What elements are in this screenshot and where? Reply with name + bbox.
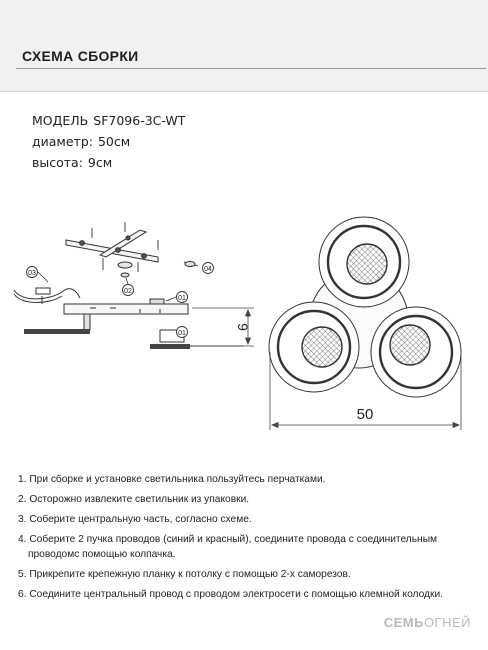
page-title: СХЕМА СБОРКИ [22, 48, 139, 64]
assembly-drawing [0, 195, 488, 450]
ring-right [371, 307, 461, 397]
instruction-list [18, 470, 478, 605]
header-band [0, 0, 488, 92]
model-line [32, 110, 185, 131]
mounting-bracket [66, 230, 158, 262]
diameter-line [32, 131, 185, 152]
height-line [32, 152, 185, 173]
callout-01-bottom [177, 327, 188, 338]
svg-text:04: 04 [204, 266, 212, 273]
wire-bundle [14, 288, 80, 304]
ring-left [269, 302, 359, 392]
model-label: МОДЕЛЬ [32, 113, 89, 128]
callout-04 [203, 263, 214, 274]
spec-block [32, 110, 185, 173]
width-dimension-value: 50 [356, 406, 374, 423]
height-value: 9см [87, 155, 113, 170]
svg-text:01: 01 [178, 330, 186, 337]
instruction-step-5: 5. Прикрепите крепежную планку к потолку с помощью 2-х саморезов. [18, 569, 351, 580]
instruction-step-6: 6. Соедините центральный провод с проводом электросети с помощью клемной колодки. [18, 589, 443, 600]
diameter-value: 50см [97, 134, 131, 149]
height-dimension-value: 9 [235, 323, 251, 331]
svg-text:03: 03 [28, 270, 36, 277]
brand-logo [384, 615, 471, 630]
instruction-step-1: 1. При сборке и установке светильника пользуйтесь перчатками. [18, 474, 326, 485]
top-view [269, 217, 461, 397]
height-label: высота: [32, 155, 83, 170]
instruction-step-2: 2. Осторожно извлеките светильник из упаковки. [18, 494, 250, 505]
svg-text:02: 02 [124, 288, 132, 295]
callout-01-top [166, 292, 188, 303]
header-divider [16, 68, 486, 69]
brand-logo-bold: СЕМЬ [383, 615, 424, 630]
diameter-label: диаметр: [32, 134, 93, 149]
instruction-step-4: 4. Соберите 2 пучка проводов (синий и красный), соединитe провода с соединительным [18, 534, 438, 545]
lamp-body-side [64, 299, 188, 330]
callout-03 [27, 267, 49, 283]
screws [92, 222, 198, 272]
brand-logo-light: ОГНЕЙ [423, 615, 471, 630]
callout-02 [123, 278, 134, 296]
instruction-step-4-continued: проводомс помощью колпачка. [28, 549, 176, 560]
ring-top [319, 217, 409, 307]
svg-text:01: 01 [178, 295, 186, 302]
instruction-step-3: 3. Соберите центральную часть, согласно схеме. [18, 514, 252, 525]
connector-parts [118, 262, 195, 278]
model-value: SF7096-3C-WT [93, 113, 186, 128]
